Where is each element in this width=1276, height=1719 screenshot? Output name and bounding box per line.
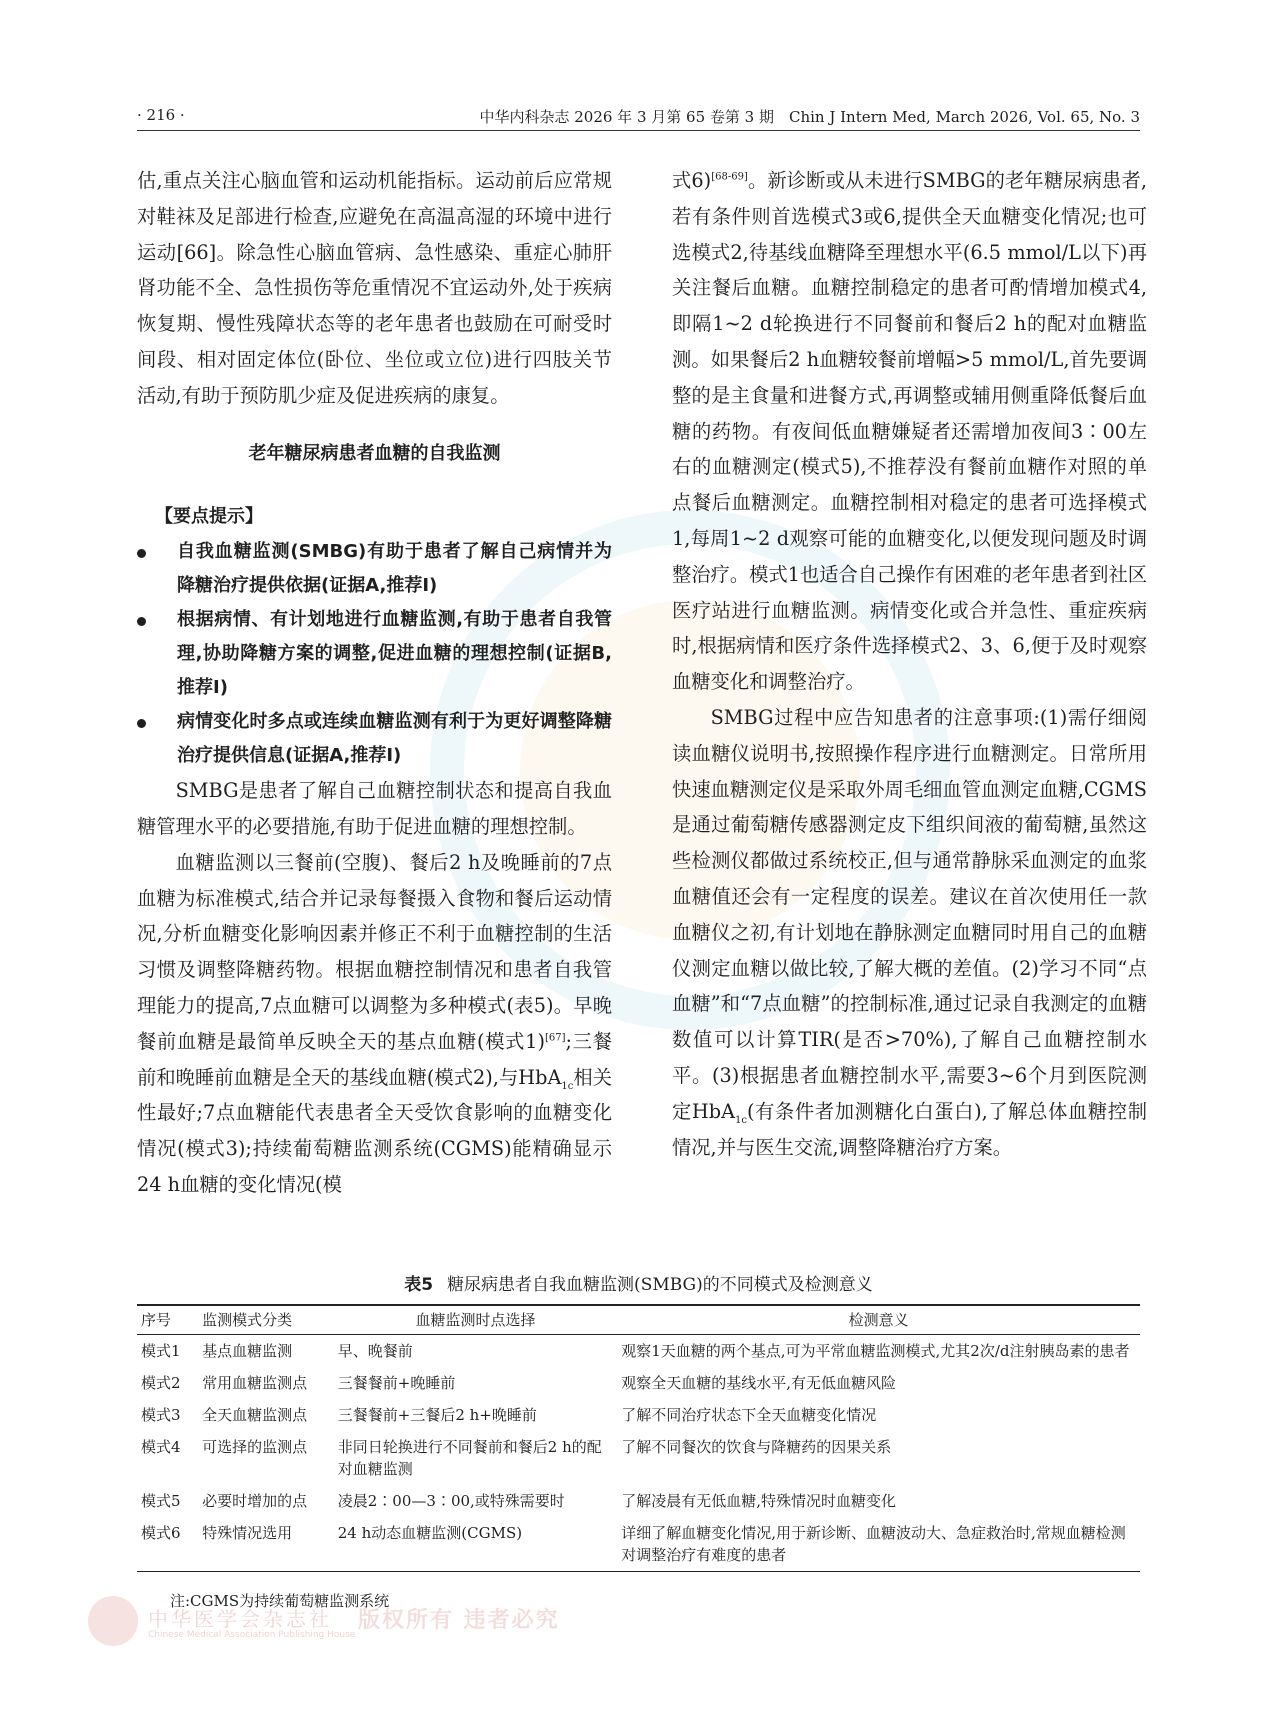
table-cell: 模式2 xyxy=(141,1374,181,1392)
table-cell: 24 h动态血糖监测(CGMS) xyxy=(337,1524,523,1542)
subscript: 1c xyxy=(735,1114,747,1126)
citation-ref: [68-69] xyxy=(711,171,748,183)
table-cell: 非同日轮换进行不同餐前和餐后2 h的配对血糖监测 xyxy=(337,1438,602,1478)
table-cell: 模式5 xyxy=(141,1492,181,1510)
table-cell: 模式4 xyxy=(141,1438,181,1456)
table-row xyxy=(137,1335,1140,1368)
table-cell: 全天血糖监测点 xyxy=(202,1406,308,1424)
section-title: 老年糖尿病患者血糖的自我监测 xyxy=(248,442,501,464)
table-cell: 了解不同餐次的饮食与降糖药的因果关系 xyxy=(621,1438,892,1456)
table-cell: 凌晨2∶00—3∶00,或特殊需要时 xyxy=(337,1492,565,1510)
table-header-cell: 血糖监测时点选择 xyxy=(415,1311,536,1329)
table-smbg-modes xyxy=(137,1304,1140,1572)
citation-ref: [67] xyxy=(544,1032,566,1044)
table-cell: 常用血糖监测点 xyxy=(202,1374,308,1392)
journal-citation: 中华内科杂志 2026 年 3 月第 65 卷第 3 期 Chin J Intern Med, March 2026, Vol. 65, No. 3 xyxy=(479,108,1140,126)
table-label: 表5 xyxy=(404,1275,434,1295)
table-header-cell: 监测模式分类 xyxy=(202,1311,293,1329)
paragraph-exercise: 估,重点关注心脑血管和运动机能指标。运动前后应常规对鞋袜及足部进行检查,应避免在高温高湿的环境中进行运动[66]。除急性心脑血管病、急性感染、重症心肺肝肾功能不全、急性损伤等危重情况不宜运动外,处于疾病恢复期、慢性残障状态等的老年患者也鼓励在可耐受时间段、相对固定体位(卧位、坐位或立位)进行四肢关节活动,有助于预防肌少症及促进疾病的康复。 xyxy=(137,169,612,407)
keypoint-bullet xyxy=(137,603,612,705)
keypoint-text: 自我血糖监测(SMBG)有助于患者了解自己病情并为降糖治疗提供依据(证据A,推荐Ⅰ) xyxy=(177,541,612,597)
table-row xyxy=(137,1485,1140,1517)
header-rule xyxy=(137,130,1140,131)
table-header-cell: 序号 xyxy=(141,1311,172,1329)
table-cell: 了解凌晨有无低血糖,特殊情况时血糖变化 xyxy=(621,1492,896,1510)
paragraph-precautions: SMBG过程中应告知患者的注意事项:(1)需仔细阅读血糖仪说明书,按照操作程序进行血糖测定。日常所用快速血糖测定仪是采取外周毛细血管血测定血糖,CGMS是通过葡萄糖传感器测定皮下组织间液的葡萄糖,虽然这些检测仪都做过系统校正,但与通常静脉采血测定的血浆血糖值还会有一定程度的误差。建议在首次使用任一款血糖仪之初,有计划地在静脉测定血糖同时用自己的血糖仪测定血糖以做比较,了解大概的差值。(2)学习不同“点血糖”和“7点血糖”的控制标准,通过记录自我测定的血糖数值可以计算TIR(是否>70%),了解自己血糖控制水平。(3)根据患者血糖控制水平,需要3~6个月到医院测定HbA$_{1c}$(有条件者加测糖化白蛋白),了解总体血糖控制情况,并与医生交流,调整降糖治疗方案。 xyxy=(672,705,1147,1159)
publisher-logo-icon xyxy=(88,1596,138,1646)
publisher-name: 中华医学会杂志社 xyxy=(148,1607,332,1631)
table-cell: 可选择的监测点 xyxy=(202,1438,308,1456)
keypoints-heading: 【要点提示】 xyxy=(155,506,263,528)
keypoint-text: 根据病情、有计划地进行血糖监测,有助于患者自我管理,协助降糖方案的调整,促进血糖的理想控制(证据B,推荐Ⅰ) xyxy=(177,609,612,699)
table-header-cell: 检测意义 xyxy=(848,1311,909,1329)
subscript: 1c xyxy=(561,1080,574,1092)
publisher-name-en: Chinese Medical Association Publishing House xyxy=(148,1630,356,1640)
copyright-notice: 版权所有 违者必究 xyxy=(358,1608,560,1633)
table-cell: 模式6 xyxy=(141,1524,181,1542)
table-cell: 了解不同治疗状态下全天血糖变化情况 xyxy=(621,1406,877,1424)
table-cell: 观察1天血糖的两个基点,可为平常血糖监测模式,尤其2次/d注射胰岛素的患者 xyxy=(621,1342,1130,1360)
bullet-dot-icon xyxy=(137,719,146,728)
table-row xyxy=(137,1431,1140,1485)
page-number: · 216 · xyxy=(137,106,185,124)
keypoint-bullet xyxy=(137,705,612,773)
table-cell: 观察全天血糖的基线水平,有无低血糖风险 xyxy=(621,1374,896,1392)
table-cell: 模式3 xyxy=(141,1406,181,1424)
table-note: 注:CGMS为持续葡萄糖监测系统 xyxy=(170,1592,390,1610)
running-header xyxy=(137,102,1140,130)
table-cell: 三餐餐前+晚睡前 xyxy=(337,1374,456,1392)
table-cell: 特殊情况选用 xyxy=(202,1524,293,1542)
left-column xyxy=(137,163,612,1203)
table-cell: 模式1 xyxy=(141,1342,181,1360)
keypoint-text: 病情变化时多点或连续血糖监测有利于为更好调整降糖治疗提供信息(证据A,推荐Ⅰ) xyxy=(177,711,612,767)
table-cell: 早、晚餐前 xyxy=(337,1342,413,1360)
table-row xyxy=(137,1517,1140,1572)
table-row xyxy=(137,1399,1140,1431)
table-cell: 三餐餐前+三餐后2 h+晚睡前 xyxy=(337,1406,537,1424)
keypoint-bullet xyxy=(137,535,612,603)
bullet-dot-icon xyxy=(137,617,146,626)
table-caption xyxy=(137,1270,1140,1295)
paragraph-smbg-intro: SMBG是患者了解自己血糖控制状态和提高自我血糖管理水平的必要措施,有助于促进血糖的理想控制。 xyxy=(137,779,612,838)
table-header-row xyxy=(137,1305,1140,1335)
paragraph-monitoring-modes: 血糖监测以三餐前(空腹)、餐后2 h及晚睡前的7点血糖为标准模式,结合并记录每餐摄入食物和餐后运动情况,分析血糖变化影响因素并修正不利于血糖控制的生活习惯及调整降糖药物。根据血糖控制情况和患者自我管理能力的提高,7点血糖可以调整为多种模式(表5)。早晚餐前血糖是最简单反映全天的基点血糖(模式1)[67];三餐前和晚睡前血糖是全天的基线血糖(模式2),与HbA$_{1c}$相关性最好;7点血糖能代表患者全天受饮食影响的血糖变化情况(模式3);持续葡萄糖监测系统(CGMS)能精确显示24 h血糖的变化情况(模 xyxy=(137,850,613,1196)
table-cell: 基点血糖监测 xyxy=(202,1342,293,1360)
right-column xyxy=(672,163,1147,1165)
table-cell: 必要时增加的点 xyxy=(202,1492,308,1510)
table-title: 糖尿病患者自我血糖监测(SMBG)的不同模式及检测意义 xyxy=(447,1275,873,1295)
bullet-dot-icon xyxy=(137,549,146,558)
paragraph-mode-selection: 式6)[68-69]。新诊断或从未进行SMBG的老年糖尿病患者,若有条件则首选模式3或6,提供全天血糖变化情况;也可选模式2,待基线血糖降至理想水平(6.5 mmol/L以下)再关注餐后血糖。血糖控制稳定的患者可酌情增加模式4,即隔1~2 d轮换进行不同餐前和餐后2 h的配对血糖监测。如果餐后2 h血糖较餐前增幅>5 mmol/L,首先要调整的是主食量和进餐方式,再调整或辅用侧重降低餐后血糖的药物。有夜间低血糖嫌疑者还需增加夜间3∶00左右的血糖测定(模式5),不推荐没有餐前血糖作对照的单点餐后血糖测定。血糖控制相对稳定的患者可选择模式1,每周1~2 d观察可能的血糖变化,以便发现问题及时调整治疗。模式1也适合自己操作有困难的老年患者到社区医疗站进行血糖监测。病情变化或合并急性、重症疾病时,根据病情和医疗条件选择模式2、3、6,便于及时观察血糖变化和调整治疗。 xyxy=(672,169,1148,694)
table-cell: 详细了解血糖变化情况,用于新诊断、血糖波动大、急症救治时,常规血糖检测对调整治疗有难度的患者 xyxy=(621,1524,1126,1564)
table-row xyxy=(137,1367,1140,1399)
